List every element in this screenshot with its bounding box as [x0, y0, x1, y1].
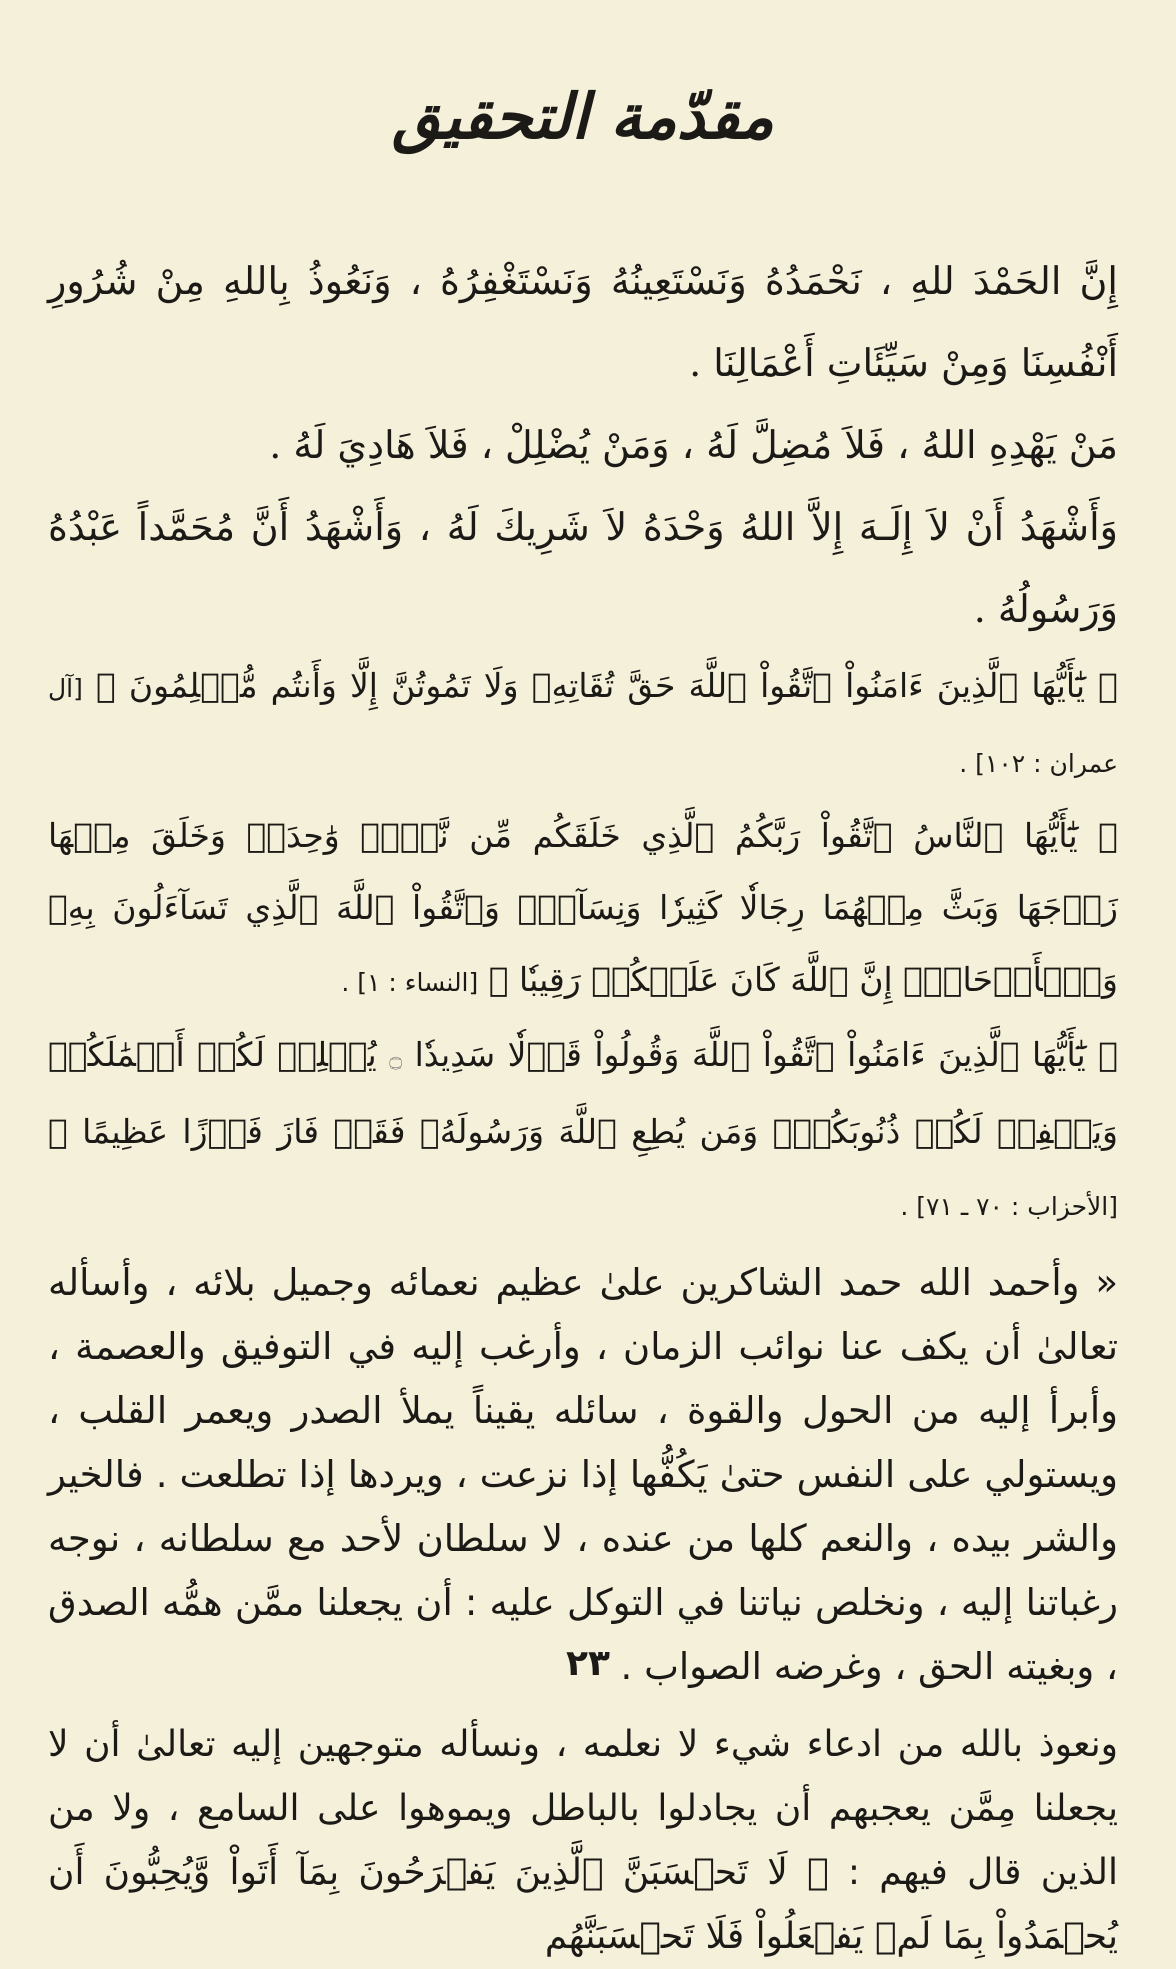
verse-reference: [النساء : ١] . [341, 968, 479, 997]
verse-al-imran [48, 650, 1118, 800]
paragraph-closing: ونعوذ بالله من ادعاء شيء لا نعلمه ، ونسأله متوجهين إليه تعالىٰ أن لا يجعلنا مِمَّن يعجبهم أن يجادلوا بالباطل ويموهوا على السامع ، ولا من الذين قال فيهم : ﴿ لَا تَحۡسَبَنَّ ٱلَّذِينَ يَفۡرَحُونَ بِمَآ أَتَواْ وَّيُحِبُّونَ أَن يُحۡمَدُواْ بِمَا لَمۡ يَفۡعَلُواْ فَلَا تَحۡسَبَنَّهُم [48, 1724, 1118, 1957]
verse-reference: [آل عمران : ١٠٢] . [48, 674, 1118, 778]
verse-text: ﴿ يَٰٓأَيُّهَا ٱلنَّاسُ ٱتَّقُواْ رَبَّكُمُ ٱلَّذِي خَلَقَكُم مِّن نَّفۡسٖ وَٰحِدَةٖ وَخَلَقَ مِنۡهَا زَوۡجَهَا وَبَثَّ مِنۡهُمَا رِجَالٗا كَثِيرٗا وَنِسَآءٗۚ وَٱتَّقُواْ ٱللَّهَ ٱلَّذِي تَسَآءَلُونَ بِهِۦ وَٱلۡأَرۡحَامَۚ إِنَّ ٱللَّهَ كَانَ عَلَيۡكُمۡ رَقِيبٗا ﴾ [48, 816, 1118, 999]
verse-reference: [الأحزاب : ٧٠ ـ ٧١] . [900, 1192, 1118, 1221]
paragraph-shahada: وَأَشْهَدُ أَنْ لاَ إِلَـهَ إِلاَّ اللهُ وَحْدَهُ لاَ شَرِيكَ لَهُ ، وَأَشْهَدُ أَنَّ مُحَمَّداً عَبْدُهُ وَرَسُولُهُ . [48, 505, 1118, 631]
verse-text: يُصۡلِحۡ لَكُمۡ أَعۡمَٰلَكُمۡ وَيَغۡفِرۡ لَكُمۡ ذُنُوبَكُمۡۗ وَمَن يُطِعِ ٱللَّهَ وَرَسُولَهُۥ فَقَدۡ فَازَ فَوۡزًا عَظِيمًا ﴾ [48, 1035, 1118, 1151]
paragraph-hidaya: مَنْ يَهْدِهِ اللهُ ، فَلاَ مُضِلَّ لَهُ ، وَمَنْ يُضْلِلْ ، فَلاَ هَادِيَ لَهُ . [269, 423, 1118, 467]
paragraph-hamd: إِنَّ الحَمْدَ للهِ ، نَحْمَدُهُ وَنَسْتَعِينُهُ وَنَسْتَغْفِرُهُ ، وَنَعُوذُ بِاللهِ مِنْ شُرُورِ أَنْفُسِنَا وَمِنْ سَيِّئَاتِ أَعْمَالِنَا . [48, 259, 1118, 385]
verse-text: ﴿ يَٰٓأَيُّهَا ٱلَّذِينَ ءَامَنُواْ ٱتَّقُواْ ٱللَّهَ حَقَّ تُقَاتِهِۦ وَلَا تَمُوتُنَّ إِلَّا وَأَنتُم مُّسۡلِمُونَ ﴾ [96, 666, 1118, 705]
quoted-passage [48, 1251, 1118, 1699]
verse-end-ornament-icon: ۝ [389, 1047, 403, 1072]
verse-al-ahzab [48, 1019, 1118, 1243]
page-title: مقدّمة التحقيق [392, 80, 774, 153]
paragraph-quote: « وأحمد الله حمد الشاكرين علىٰ عظيم نعمائه وجميل بلائه ، وأسأله تعالىٰ أن يكف عنا نوائب الزمان ، وأرغب إليه في التوفيق والعصمة ، وأبرأ إليه من الحول والقوة ، سائله يقيناً يملأ الصدر ويعمر القلب ، ويستولي على النفس حتىٰ يَكُفُّها إذا نزعت ، ويردها إذا تطلعت . فالخير والشر بيده ، والنعم كلها من عنده ، لا سلطان لأحد مع سلطانه ، نوجه رغباتنا إليه ، ونخلص نياتنا في التوكل عليه : أن يجعلنا ممَّن همُّه الصدق ، وبغيته الحق ، وغرضه الصواب . [48, 1261, 1118, 1688]
page-body [48, 240, 1118, 1969]
closing-passage [48, 1713, 1118, 1969]
verse-text: ﴿ يَٰٓأَيُّهَا ٱلَّذِينَ ءَامَنُواْ ٱتَّقُواْ ٱللَّهَ وَقُولُواْ قَوۡلٗا سَدِيدٗا [414, 1035, 1118, 1074]
verse-an-nisa [48, 800, 1118, 1019]
page-number: ٢٣ [566, 1643, 610, 1684]
